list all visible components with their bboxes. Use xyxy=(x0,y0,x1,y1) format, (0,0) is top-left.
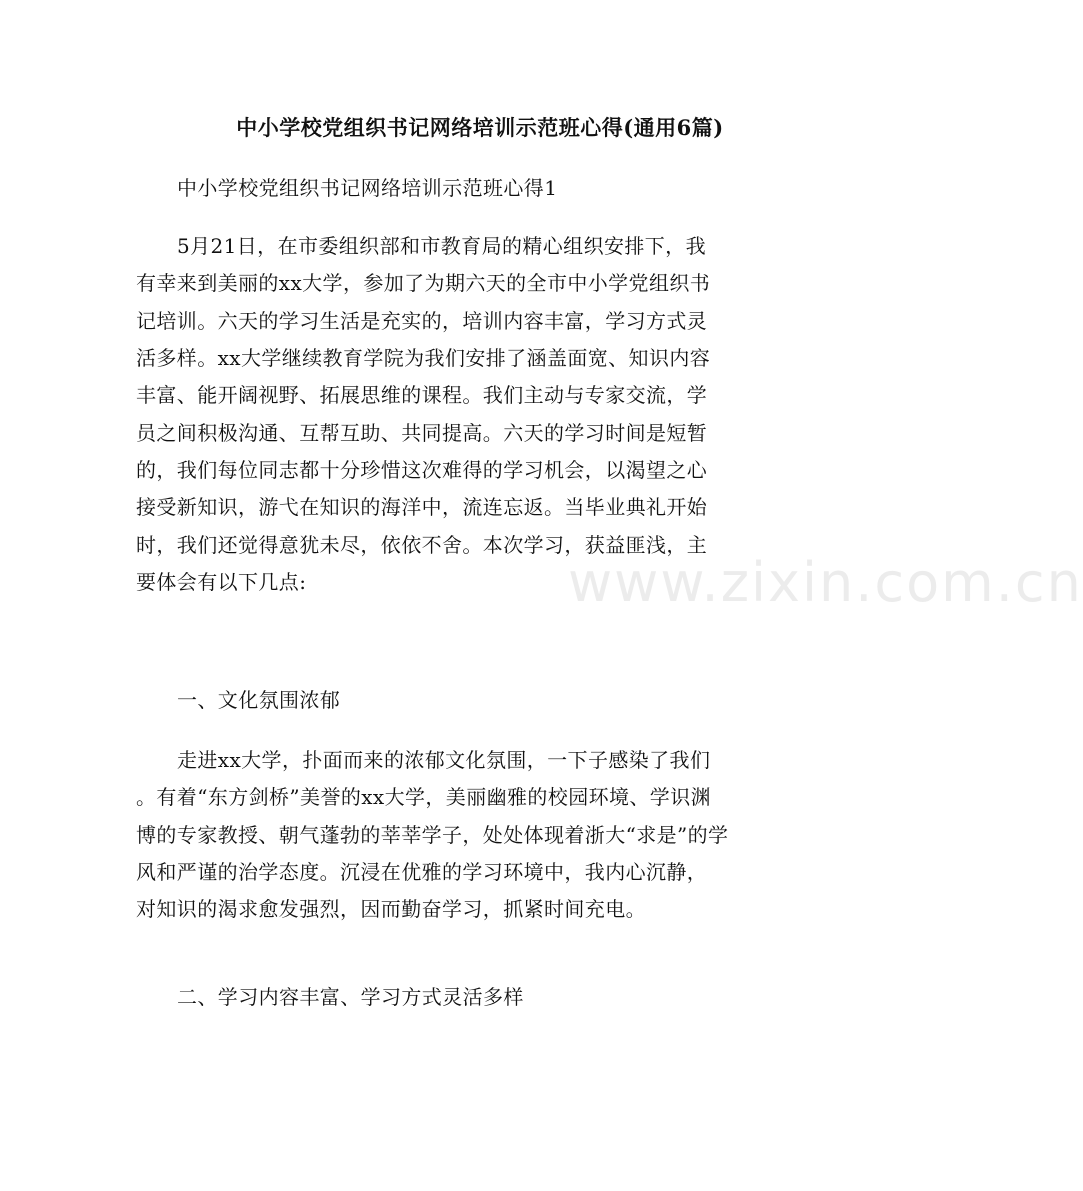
paragraph-line: 记培训。六天的学习生活是充实的，培训内容丰富，学习方式灵 xyxy=(136,309,708,333)
paragraph-line: 5月21日，在市委组织部和市教育局的精心组织安排下，我 xyxy=(177,234,706,258)
section-heading-2: 二、学习内容丰富、学习方式灵活多样 xyxy=(177,985,524,1009)
paragraph-line: 的，我们每位同志都十分珍惜这次难得的学习机会，以渴望之心 xyxy=(136,458,708,482)
paragraph-line: 员之间积极沟通、互帮互助、共同提高。六天的学习时间是短暂 xyxy=(136,421,708,445)
paragraph-line: 要体会有以下几点: xyxy=(136,570,307,594)
paragraph-line: 风和严谨的治学态度。沉浸在优雅的学习环境中，我内心沉静， xyxy=(136,860,708,884)
paragraph-line: 走进xx大学，扑面而来的浓郁文化氛围，一下子感染了我们 xyxy=(177,748,711,772)
paragraph-line: 时，我们还觉得意犹未尽，依依不舍。本次学习，获益匪浅，主 xyxy=(136,533,708,557)
document-title: 中小学校党组织书记网络培训示范班心得(通用6篇) xyxy=(236,115,724,140)
paragraph-line: 接受新知识，游弋在知识的海洋中，流连忘返。当毕业典礼开始 xyxy=(136,495,708,519)
paragraph-line: 活多样。xx大学继续教育学院为我们安排了涵盖面宽、知识内容 xyxy=(136,346,711,370)
paragraph-line: 丰富、能开阔视野、拓展思维的课程。我们主动与专家交流，学 xyxy=(136,383,708,407)
paragraph-line: 。有着“东方剑桥”美誉的xx大学，美丽幽雅的校园环境、学识渊 xyxy=(136,785,712,809)
section-heading-1: 一、文化氛围浓郁 xyxy=(177,688,341,712)
paragraph-line: 对知识的渴求愈发强烈，因而勤奋学习，抓紧时间充电。 xyxy=(136,897,646,921)
watermark: www.zixin.com.cn xyxy=(568,551,1083,614)
paragraph-line: 有幸来到美丽的xx大学，参加了为期六天的全市中小学党组织书 xyxy=(136,271,711,295)
paragraph-line: 博的专家教授、朝气蓬勃的莘莘学子，处处体现着浙大“求是”的学 xyxy=(136,823,729,847)
subtitle: 中小学校党组织书记网络培训示范班心得1 xyxy=(177,176,558,200)
